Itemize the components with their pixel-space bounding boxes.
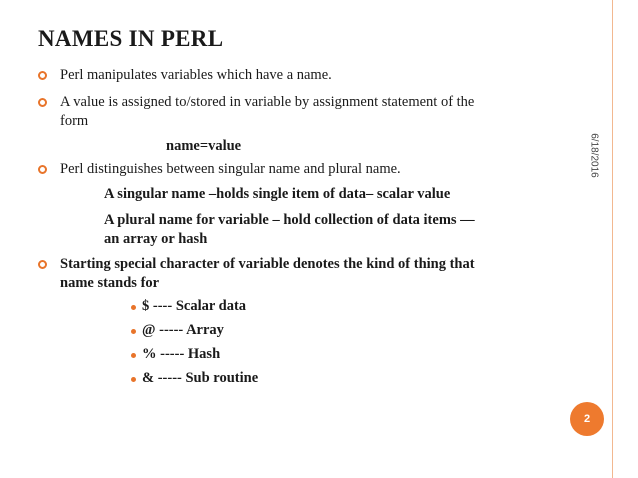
bullet-text-1: Perl manipulates variables which have a name.	[60, 67, 332, 83]
plural-name-desc-line1: A plural name for variable – hold collection of data items —	[104, 212, 475, 228]
sub-bullet-icon	[131, 377, 136, 382]
slide-date: 6/18/2016	[588, 133, 600, 178]
sub-bullet-icon	[131, 305, 136, 310]
sub-bullet-icon	[131, 353, 136, 358]
singular-name-desc: A singular name –holds single item of data– scalar value	[104, 186, 451, 202]
sub-bullet-icon	[131, 329, 136, 334]
plural-name-desc-line2: an array or hash	[104, 231, 208, 247]
bullet-icon	[38, 165, 47, 174]
sub-item-scalar: $ ---- Scalar data	[142, 298, 247, 314]
bullet-icon	[38, 98, 47, 107]
bullet-text-2-line1: A value is assigned to/stored in variable by assignment statement of the	[60, 94, 475, 110]
sub-item-array: @ ----- Array	[142, 322, 224, 338]
bullet-icon	[38, 71, 47, 80]
slide-title: NAMES IN PERL	[38, 26, 224, 51]
bullet-text-3: Perl distinguishes between singular name and plural name.	[60, 161, 401, 177]
bullet-text-4-line1: Starting special character of variable denotes the kind of thing that	[60, 256, 475, 272]
bullet-icon	[38, 260, 47, 269]
sub-item-subroutine: & ----- Sub routine	[142, 370, 259, 386]
sub-item-hash: % ----- Hash	[142, 346, 221, 362]
page-number-badge: 2	[570, 402, 604, 436]
bullet-text-2-line2: form	[60, 113, 89, 129]
bullet-text-4-line2: name stands for	[60, 275, 160, 291]
right-border-line	[612, 0, 613, 478]
assignment-example: name=value	[166, 138, 242, 154]
